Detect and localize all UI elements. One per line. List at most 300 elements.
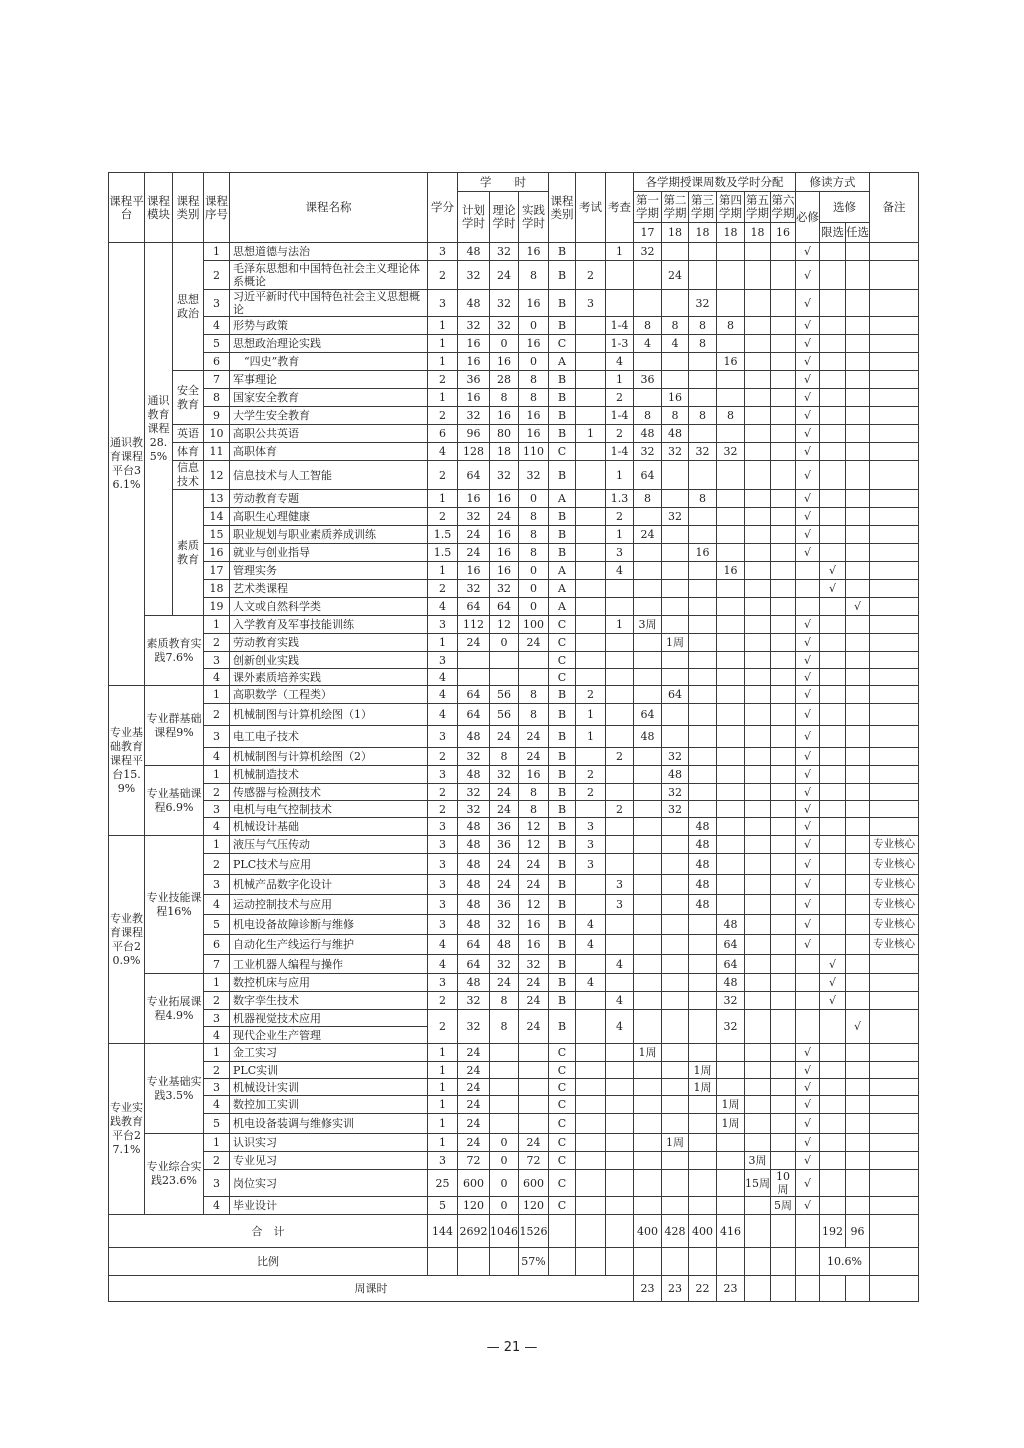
header-semester-1: 第一学期 <box>634 192 662 223</box>
course-seq: 3 <box>204 1170 230 1197</box>
semester-2-hours: 32 <box>662 508 689 526</box>
remark <box>870 261 919 290</box>
required-mark: √ <box>796 704 820 726</box>
course-exam <box>576 317 606 335</box>
limited-mark <box>820 634 846 652</box>
platform-professional: 专业教育课程平台20.9% <box>109 836 145 1044</box>
semester-1-hours <box>634 634 662 652</box>
course-practice: 24 <box>519 875 549 895</box>
course-plan: 16 <box>458 490 490 508</box>
course-name: 管理实务 <box>230 562 428 580</box>
course-check: 4 <box>606 353 634 371</box>
semester-1-hours <box>634 598 662 616</box>
course-check <box>606 1170 634 1197</box>
course-credit: 3 <box>428 290 458 317</box>
optional-mark <box>846 1134 870 1152</box>
course-credit: 4 <box>428 704 458 726</box>
remark <box>870 955 919 974</box>
weekly-semester-4: 23 <box>717 1276 745 1302</box>
table-row <box>109 1152 919 1170</box>
ratio-required <box>796 1248 820 1276</box>
remark <box>870 1044 919 1062</box>
required-mark: √ <box>796 335 820 353</box>
header-weeks-5: 18 <box>745 223 771 243</box>
course-name: 工业机器人编程与操作 <box>230 955 428 974</box>
course-theory <box>490 1062 519 1079</box>
semester-2-hours <box>662 992 689 1010</box>
semester-4-hours <box>717 801 745 818</box>
semester-1-hours <box>634 1197 662 1215</box>
course-practice: 8 <box>519 801 549 818</box>
required-mark: √ <box>796 544 820 562</box>
limited-mark <box>820 1044 846 1062</box>
header-name: 课程名称 <box>230 173 428 243</box>
limited-mark <box>820 1152 846 1170</box>
course-practice: 8 <box>519 508 549 526</box>
course-exam: 3 <box>576 290 606 317</box>
course-practice: 120 <box>519 1197 549 1215</box>
semester-5-hours <box>745 407 771 425</box>
semester-6-hours <box>771 1044 796 1062</box>
semester-3-hours <box>689 766 717 784</box>
semester-2-hours <box>662 580 689 598</box>
course-practice <box>519 1079 549 1096</box>
course-practice: 12 <box>519 818 549 836</box>
semester-1-hours <box>634 1079 662 1096</box>
course-theory: 8 <box>490 1010 519 1044</box>
semester-4-hours <box>717 1062 745 1079</box>
course-check: 1.3 <box>606 490 634 508</box>
semester-6-hours <box>771 818 796 836</box>
course-type: B <box>549 508 576 526</box>
category-pe: 体育 <box>173 443 204 461</box>
remark: 专业核心 <box>870 915 919 935</box>
course-name: 职业规划与职业素质养成训练 <box>230 526 428 544</box>
ratio-semester-2 <box>662 1248 689 1276</box>
course-check: 2 <box>606 425 634 443</box>
semester-1-hours <box>634 974 662 992</box>
course-seq: 9 <box>204 407 230 425</box>
optional-mark <box>846 955 870 974</box>
semester-2-hours <box>662 974 689 992</box>
course-practice <box>519 1114 549 1134</box>
semester-4-hours <box>717 686 745 704</box>
required-mark: √ <box>796 389 820 407</box>
table-row <box>109 616 919 634</box>
course-plan: 48 <box>458 974 490 992</box>
remark: 专业核心 <box>870 836 919 854</box>
course-name: 高职生心理健康 <box>230 508 428 526</box>
required-mark: √ <box>796 290 820 317</box>
header-weeks-6: 16 <box>771 223 796 243</box>
ratio-row <box>109 1248 919 1276</box>
semester-3-hours: 32 <box>689 443 717 461</box>
semester-5-hours <box>745 1010 771 1044</box>
course-credit: 1 <box>428 317 458 335</box>
weekly-hours-row <box>109 1276 919 1302</box>
semester-2-hours: 1周 <box>662 1134 689 1152</box>
totals-practice: 1526 <box>519 1215 549 1248</box>
required-mark: √ <box>796 1114 820 1134</box>
required-mark: √ <box>796 875 820 895</box>
course-practice: 8 <box>519 371 549 389</box>
course-seq: 1 <box>204 836 230 854</box>
semester-4-hours <box>717 526 745 544</box>
semester-6-hours <box>771 726 796 748</box>
semester-4-hours: 64 <box>717 935 745 955</box>
course-seq: 5 <box>204 915 230 935</box>
course-type: C <box>549 634 576 652</box>
limited-mark <box>820 935 846 955</box>
table-row <box>109 1079 919 1096</box>
semester-3-hours <box>689 261 717 290</box>
course-seq: 2 <box>204 1152 230 1170</box>
course-credit: 1 <box>428 1114 458 1134</box>
course-name: 认识实习 <box>230 1134 428 1152</box>
optional-mark <box>846 1114 870 1134</box>
course-plan: 32 <box>458 580 490 598</box>
semester-2-hours <box>662 1152 689 1170</box>
semester-3-hours <box>689 1170 717 1197</box>
course-exam <box>576 443 606 461</box>
limited-mark <box>820 669 846 686</box>
header-optional: 任选 <box>846 223 870 243</box>
table-row <box>109 598 919 616</box>
semester-1-hours <box>634 836 662 854</box>
semester-4-hours: 16 <box>717 562 745 580</box>
table-row <box>109 704 919 726</box>
remark <box>870 243 919 261</box>
platform-general: 通识教育课程平台36.1% <box>109 243 145 686</box>
course-check: 1-4 <box>606 407 634 425</box>
semester-6-hours <box>771 1096 796 1114</box>
course-seq: 4 <box>204 748 230 766</box>
course-name: 现代企业生产管理 <box>230 1027 428 1044</box>
course-credit: 5 <box>428 1197 458 1215</box>
course-exam <box>576 1152 606 1170</box>
course-seq: 3 <box>204 652 230 669</box>
course-credit: 3 <box>428 895 458 915</box>
table-row <box>109 652 919 669</box>
limited-mark <box>820 704 846 726</box>
semester-6-hours <box>771 748 796 766</box>
semester-4-hours <box>717 766 745 784</box>
course-type: C <box>549 1134 576 1152</box>
course-name: 思想道德与法治 <box>230 243 428 261</box>
course-exam <box>576 669 606 686</box>
course-practice: 0 <box>519 490 549 508</box>
required-mark: √ <box>796 526 820 544</box>
semester-5-hours <box>745 1114 771 1134</box>
course-theory: 24 <box>490 854 519 875</box>
semester-2-hours <box>662 616 689 634</box>
course-practice: 24 <box>519 1010 549 1044</box>
course-credit: 2 <box>428 508 458 526</box>
semester-3-hours <box>689 669 717 686</box>
course-seq: 1 <box>204 686 230 704</box>
course-credit: 2 <box>428 371 458 389</box>
semester-5-hours <box>745 243 771 261</box>
course-theory <box>490 1096 519 1114</box>
semester-2-hours: 64 <box>662 686 689 704</box>
optional-mark <box>846 243 870 261</box>
course-exam: 3 <box>576 818 606 836</box>
table-row <box>109 508 919 526</box>
course-check <box>606 935 634 955</box>
course-credit: 1 <box>428 1134 458 1152</box>
course-check: 1-3 <box>606 335 634 353</box>
limited-mark <box>820 766 846 784</box>
required-mark: √ <box>796 766 820 784</box>
table-row <box>109 686 919 704</box>
course-exam <box>576 875 606 895</box>
semester-3-hours <box>689 526 717 544</box>
semester-6-hours <box>771 562 796 580</box>
header-weeks-2: 18 <box>662 223 689 243</box>
course-theory: 24 <box>490 801 519 818</box>
limited-mark <box>820 1010 846 1044</box>
course-practice: 8 <box>519 389 549 407</box>
semester-6-hours: 10周 <box>771 1170 796 1197</box>
semester-1-hours: 4 <box>634 335 662 353</box>
semester-4-hours <box>717 854 745 875</box>
course-credit: 3 <box>428 854 458 875</box>
course-check: 3 <box>606 544 634 562</box>
course-check: 1 <box>606 371 634 389</box>
course-credit: 3 <box>428 915 458 935</box>
required-mark: √ <box>796 1062 820 1079</box>
semester-4-hours <box>717 290 745 317</box>
semester-4-hours <box>717 461 745 490</box>
course-plan: 24 <box>458 1114 490 1134</box>
course-exam <box>576 1134 606 1152</box>
course-credit: 3 <box>428 726 458 748</box>
limited-mark <box>820 1170 846 1197</box>
table-row <box>109 243 919 261</box>
limited-mark <box>820 407 846 425</box>
semester-1-hours: 32 <box>634 243 662 261</box>
limited-mark <box>820 726 846 748</box>
course-check: 1 <box>606 526 634 544</box>
course-credit: 3 <box>428 974 458 992</box>
remark <box>870 508 919 526</box>
course-check <box>606 726 634 748</box>
optional-mark: √ <box>846 598 870 616</box>
limited-mark <box>820 1114 846 1134</box>
course-check <box>606 854 634 875</box>
ratio-empty <box>576 1248 606 1276</box>
course-theory <box>490 1114 519 1134</box>
course-plan: 16 <box>458 353 490 371</box>
table-row <box>109 261 919 290</box>
table-row <box>109 836 919 854</box>
course-check: 4 <box>606 562 634 580</box>
semester-6-hours <box>771 1079 796 1096</box>
remark: 专业核心 <box>870 875 919 895</box>
semester-4-hours <box>717 1152 745 1170</box>
header-practice-hours: 实践学时 <box>519 192 549 243</box>
semester-3-hours: 16 <box>689 544 717 562</box>
weekly-optional <box>846 1276 870 1302</box>
header-study-mode: 修读方式 <box>796 173 870 192</box>
totals-semester-5 <box>745 1215 771 1248</box>
course-theory: 16 <box>490 407 519 425</box>
page-number: — 21 — <box>486 1340 538 1355</box>
semester-1-hours <box>634 1170 662 1197</box>
course-practice: 16 <box>519 407 549 425</box>
course-exam <box>576 616 606 634</box>
optional-mark <box>846 335 870 353</box>
required-mark <box>796 580 820 598</box>
course-name: 创新创业实践 <box>230 652 428 669</box>
optional-mark <box>846 1044 870 1062</box>
remark <box>870 461 919 490</box>
header-semester-3: 第三学期 <box>689 192 717 223</box>
course-practice: 100 <box>519 616 549 634</box>
curriculum-table <box>108 172 919 1302</box>
course-exam <box>576 389 606 407</box>
semester-2-hours <box>662 935 689 955</box>
totals-semester-2: 428 <box>662 1215 689 1248</box>
remark <box>870 726 919 748</box>
required-mark <box>796 992 820 1010</box>
ratio-label: 比例 <box>109 1248 428 1276</box>
course-check <box>606 1062 634 1079</box>
course-practice: 32 <box>519 461 549 490</box>
course-theory: 16 <box>490 353 519 371</box>
header-theory-hours: 理论学时 <box>490 192 519 243</box>
semester-1-hours <box>634 652 662 669</box>
semester-1-hours <box>634 766 662 784</box>
limited-mark <box>820 1134 846 1152</box>
table-row <box>109 726 919 748</box>
optional-mark <box>846 686 870 704</box>
module-group-basic: 专业群基础课程9% <box>145 686 204 766</box>
ratio-semester-3 <box>689 1248 717 1276</box>
semester-2-hours <box>662 1062 689 1079</box>
limited-mark: √ <box>820 992 846 1010</box>
table-row <box>109 1044 919 1062</box>
remark <box>870 801 919 818</box>
remark <box>870 974 919 992</box>
course-exam <box>576 371 606 389</box>
course-seq: 4 <box>204 669 230 686</box>
course-practice: 8 <box>519 784 549 801</box>
semester-2-hours <box>662 1010 689 1044</box>
module-skill: 专业技能课程16% <box>145 836 204 974</box>
limited-mark <box>820 243 846 261</box>
course-credit: 4 <box>428 955 458 974</box>
semester-1-hours <box>634 854 662 875</box>
semester-3-hours <box>689 1096 717 1114</box>
course-exam <box>576 801 606 818</box>
course-practice: 12 <box>519 836 549 854</box>
course-check: 4 <box>606 992 634 1010</box>
course-credit: 4 <box>428 686 458 704</box>
optional-mark <box>846 508 870 526</box>
course-practice: 24 <box>519 992 549 1010</box>
course-theory: 32 <box>490 461 519 490</box>
semester-5-hours <box>745 748 771 766</box>
course-name: 传感器与检测技术 <box>230 784 428 801</box>
course-check: 1-4 <box>606 317 634 335</box>
course-check <box>606 1079 634 1096</box>
course-plan: 24 <box>458 1079 490 1096</box>
course-plan: 48 <box>458 895 490 915</box>
course-plan: 32 <box>458 801 490 818</box>
header-module: 课程模块 <box>145 173 173 243</box>
course-plan: 64 <box>458 461 490 490</box>
semester-2-hours: 32 <box>662 784 689 801</box>
semester-1-hours <box>634 1152 662 1170</box>
header-category: 课程类别 <box>173 173 204 243</box>
course-type: B <box>549 261 576 290</box>
totals-type <box>549 1215 576 1248</box>
course-plan: 48 <box>458 290 490 317</box>
semester-3-hours <box>689 353 717 371</box>
course-exam <box>576 634 606 652</box>
weekly-semester-2: 23 <box>662 1276 689 1302</box>
semester-3-hours <box>689 686 717 704</box>
semester-5-hours <box>745 1197 771 1215</box>
semester-3-hours <box>689 389 717 407</box>
semester-5-hours <box>745 992 771 1010</box>
table-row <box>109 818 919 836</box>
course-check <box>606 974 634 992</box>
course-seq: 11 <box>204 443 230 461</box>
limited-mark: √ <box>820 974 846 992</box>
course-theory: 0 <box>490 335 519 353</box>
course-theory: 32 <box>490 317 519 335</box>
category-it: 信息技术 <box>173 461 204 490</box>
optional-mark <box>846 748 870 766</box>
course-exam <box>576 992 606 1010</box>
course-name: 机电设备装调与维修实训 <box>230 1114 428 1134</box>
totals-theory: 1046 <box>490 1215 519 1248</box>
course-theory: 24 <box>490 974 519 992</box>
course-theory: 32 <box>490 290 519 317</box>
course-check <box>606 1114 634 1134</box>
course-check <box>606 784 634 801</box>
limited-mark <box>820 425 846 443</box>
header-semester-4: 第四学期 <box>717 192 745 223</box>
course-seq: 4 <box>204 1096 230 1114</box>
remark <box>870 652 919 669</box>
optional-mark <box>846 425 870 443</box>
semester-2-hours: 16 <box>662 389 689 407</box>
course-credit: 1 <box>428 490 458 508</box>
course-practice: 12 <box>519 895 549 915</box>
semester-3-hours: 48 <box>689 836 717 854</box>
required-mark: √ <box>796 425 820 443</box>
optional-mark <box>846 443 870 461</box>
course-type: C <box>549 1114 576 1134</box>
optional-mark <box>846 784 870 801</box>
course-name: 人文或自然科学类 <box>230 598 428 616</box>
semester-5-hours <box>745 425 771 443</box>
course-type: A <box>549 490 576 508</box>
optional-mark <box>846 490 870 508</box>
limited-mark <box>820 895 846 915</box>
semester-4-hours <box>717 243 745 261</box>
semester-6-hours <box>771 243 796 261</box>
remark <box>870 634 919 652</box>
table-row <box>109 443 919 461</box>
course-plan: 128 <box>458 443 490 461</box>
semester-3-hours <box>689 801 717 818</box>
semester-6-hours <box>771 669 796 686</box>
semester-5-hours <box>745 854 771 875</box>
